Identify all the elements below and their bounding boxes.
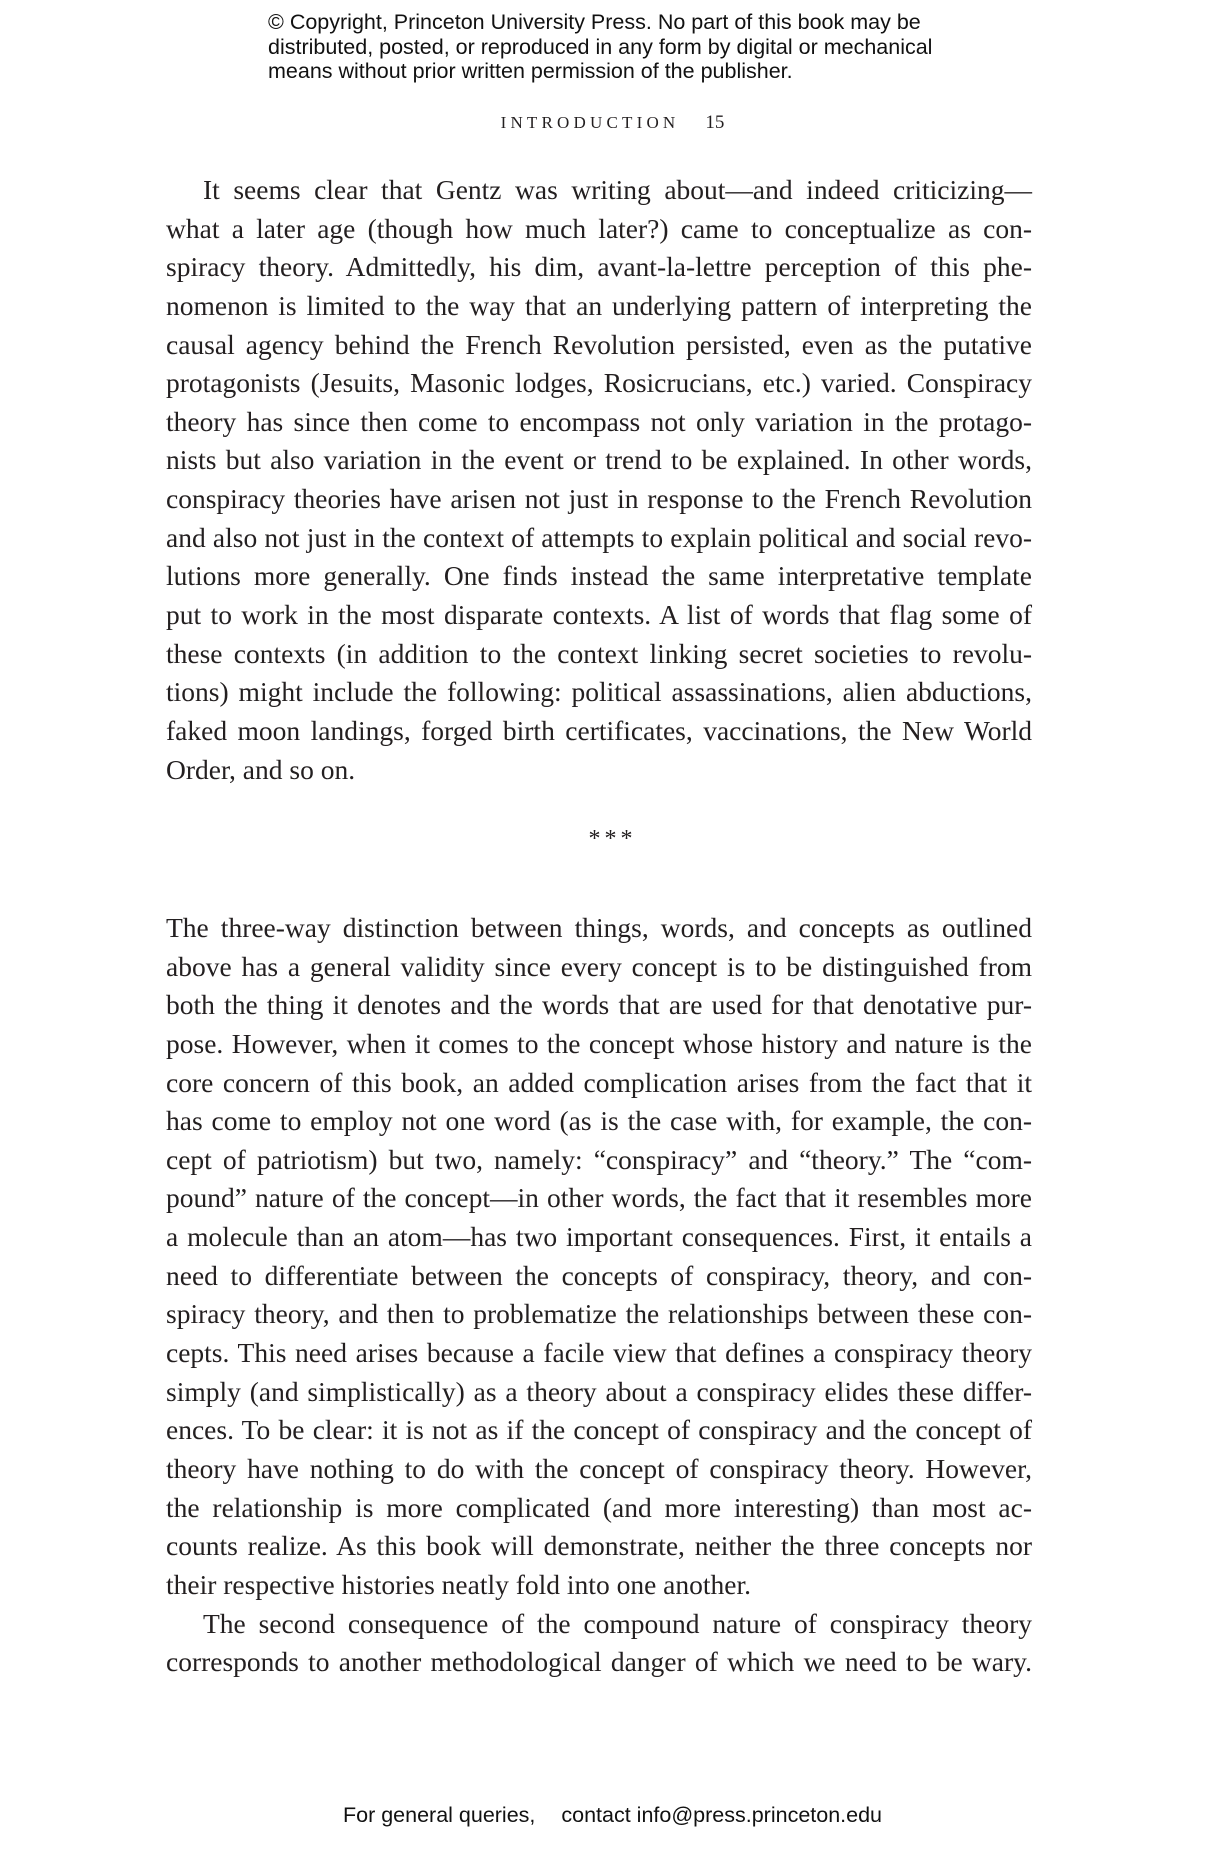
text-line: what a later age (though how much later?) came to conceptualize as con- (166, 212, 1032, 244)
text-line: nomenon is limited to the way that an underlying pattern of interpreting the (166, 289, 1032, 321)
text-line: pound” nature of the concept—in other words, the fact that it resembles more (166, 1182, 1032, 1214)
text-line: protagonists (Jesuits, Masonic lodges, Rosicrucians, etc.) varied. Conspiracy (166, 367, 1032, 399)
running-head (0, 112, 1225, 134)
text-line: Order, and so on. (166, 753, 356, 785)
text-line: and also not just in the context of attempts to explain political and social revo- (166, 521, 1032, 553)
text-line: faked moon landings, forged birth certificates, vaccinations, the New World (166, 714, 1032, 746)
section-break: *** (588, 826, 637, 852)
text-line: their respective histories neatly fold into one another. (166, 1568, 751, 1600)
text-line: put to work in the most disparate contexts. A list of words that flag some of (166, 599, 1032, 631)
text-line: cepts. This need arises because a facile view that defines a conspiracy theory (166, 1337, 1032, 1369)
text-line: spiracy theory. Admittedly, his dim, avant-la-lettre perception of this phe- (166, 251, 1032, 283)
text-line: pose. However, when it comes to the concept whose history and nature is the (166, 1027, 1032, 1059)
text-line: core concern of this book, an added complication arises from the fact that it (166, 1066, 1032, 1098)
paragraph (166, 171, 1032, 789)
paragraph (166, 1605, 1032, 1682)
copyright-line: distributed, posted, or reproduced in any form by digital or mechanical (268, 34, 933, 59)
footer-contact (0, 1803, 1225, 1828)
text-line: ences. To be clear: it is not as if the concept of conspiracy and the concept of (166, 1414, 1032, 1446)
text-line: The second consequence of the compound nature of conspiracy theory (203, 1607, 1032, 1639)
text-line: lutions more generally. One finds instead the same interpretative template (166, 560, 1032, 592)
text-line: nists but also variation in the event or trend to be explained. In other words, (166, 444, 1032, 476)
text-line: both the thing it denotes and the words that are used for that denotative pur- (166, 989, 1032, 1021)
copyright-notice (268, 10, 968, 84)
copyright-line: means without prior written permission of the publisher. (268, 59, 793, 83)
footer-prefix: For general queries, (342, 1803, 536, 1827)
text-line: theory have nothing to do with the concept of conspiracy theory. However, (166, 1452, 1032, 1484)
text-line: The three-way distinction between things, words, and concepts as outlined (166, 912, 1032, 943)
text-line: the relationship is more complicated (and more interesting) than most ac- (166, 1491, 1032, 1523)
copyright-line: © Copyright, Princeton University Press. No part of this book may be (268, 10, 921, 34)
text-line: corresponds to another methodological danger of which we need to be wary. (166, 1646, 1032, 1678)
page-number: 15 (705, 112, 725, 133)
section-2 (166, 909, 1032, 1682)
footer-email-text: contact info@press.princeton.edu (561, 1803, 883, 1827)
text-line: It seems clear that Gentz was writing about—and indeed criticizing— (203, 174, 1032, 205)
text-line: these contexts (in addition to the context linking secret societies to revolu- (166, 637, 1032, 669)
text-line: spiracy theory, and then to problematize the relationships between these con- (166, 1298, 1032, 1330)
text-line: a molecule than an atom—has two important consequences. First, it entails a (166, 1221, 1032, 1253)
text-line: causal agency behind the French Revolution persisted, even as the putative (166, 328, 1032, 360)
text-line: conspiracy theories have arisen not just in response to the French Revolution (166, 483, 1032, 515)
text-line: need to differentiate between the concepts of conspiracy, theory, and con- (166, 1259, 1032, 1291)
text-line: simply (and simplistically) as a theory about a conspiracy elides these differ- (166, 1375, 1032, 1407)
text-line: above has a general validity since every concept is to be distinguished from (166, 950, 1032, 982)
section-1 (166, 171, 1032, 789)
text-line: theory has since then come to encompass not only variation in the protago- (166, 405, 1032, 437)
text-line: tions) might include the following: political assassinations, alien abductions, (166, 676, 1032, 708)
text-line: cept of patriotism) but two, namely: “conspiracy” and “theory.” The “com- (166, 1143, 1032, 1175)
paragraph (166, 909, 1032, 1605)
text-line: counts realize. As this book will demonstrate, neither the three concepts nor (166, 1530, 1032, 1562)
chapter-title: INTRODUCTION (500, 113, 680, 132)
text-line: has come to employ not one word (as is the case with, for example, the con- (166, 1105, 1032, 1137)
